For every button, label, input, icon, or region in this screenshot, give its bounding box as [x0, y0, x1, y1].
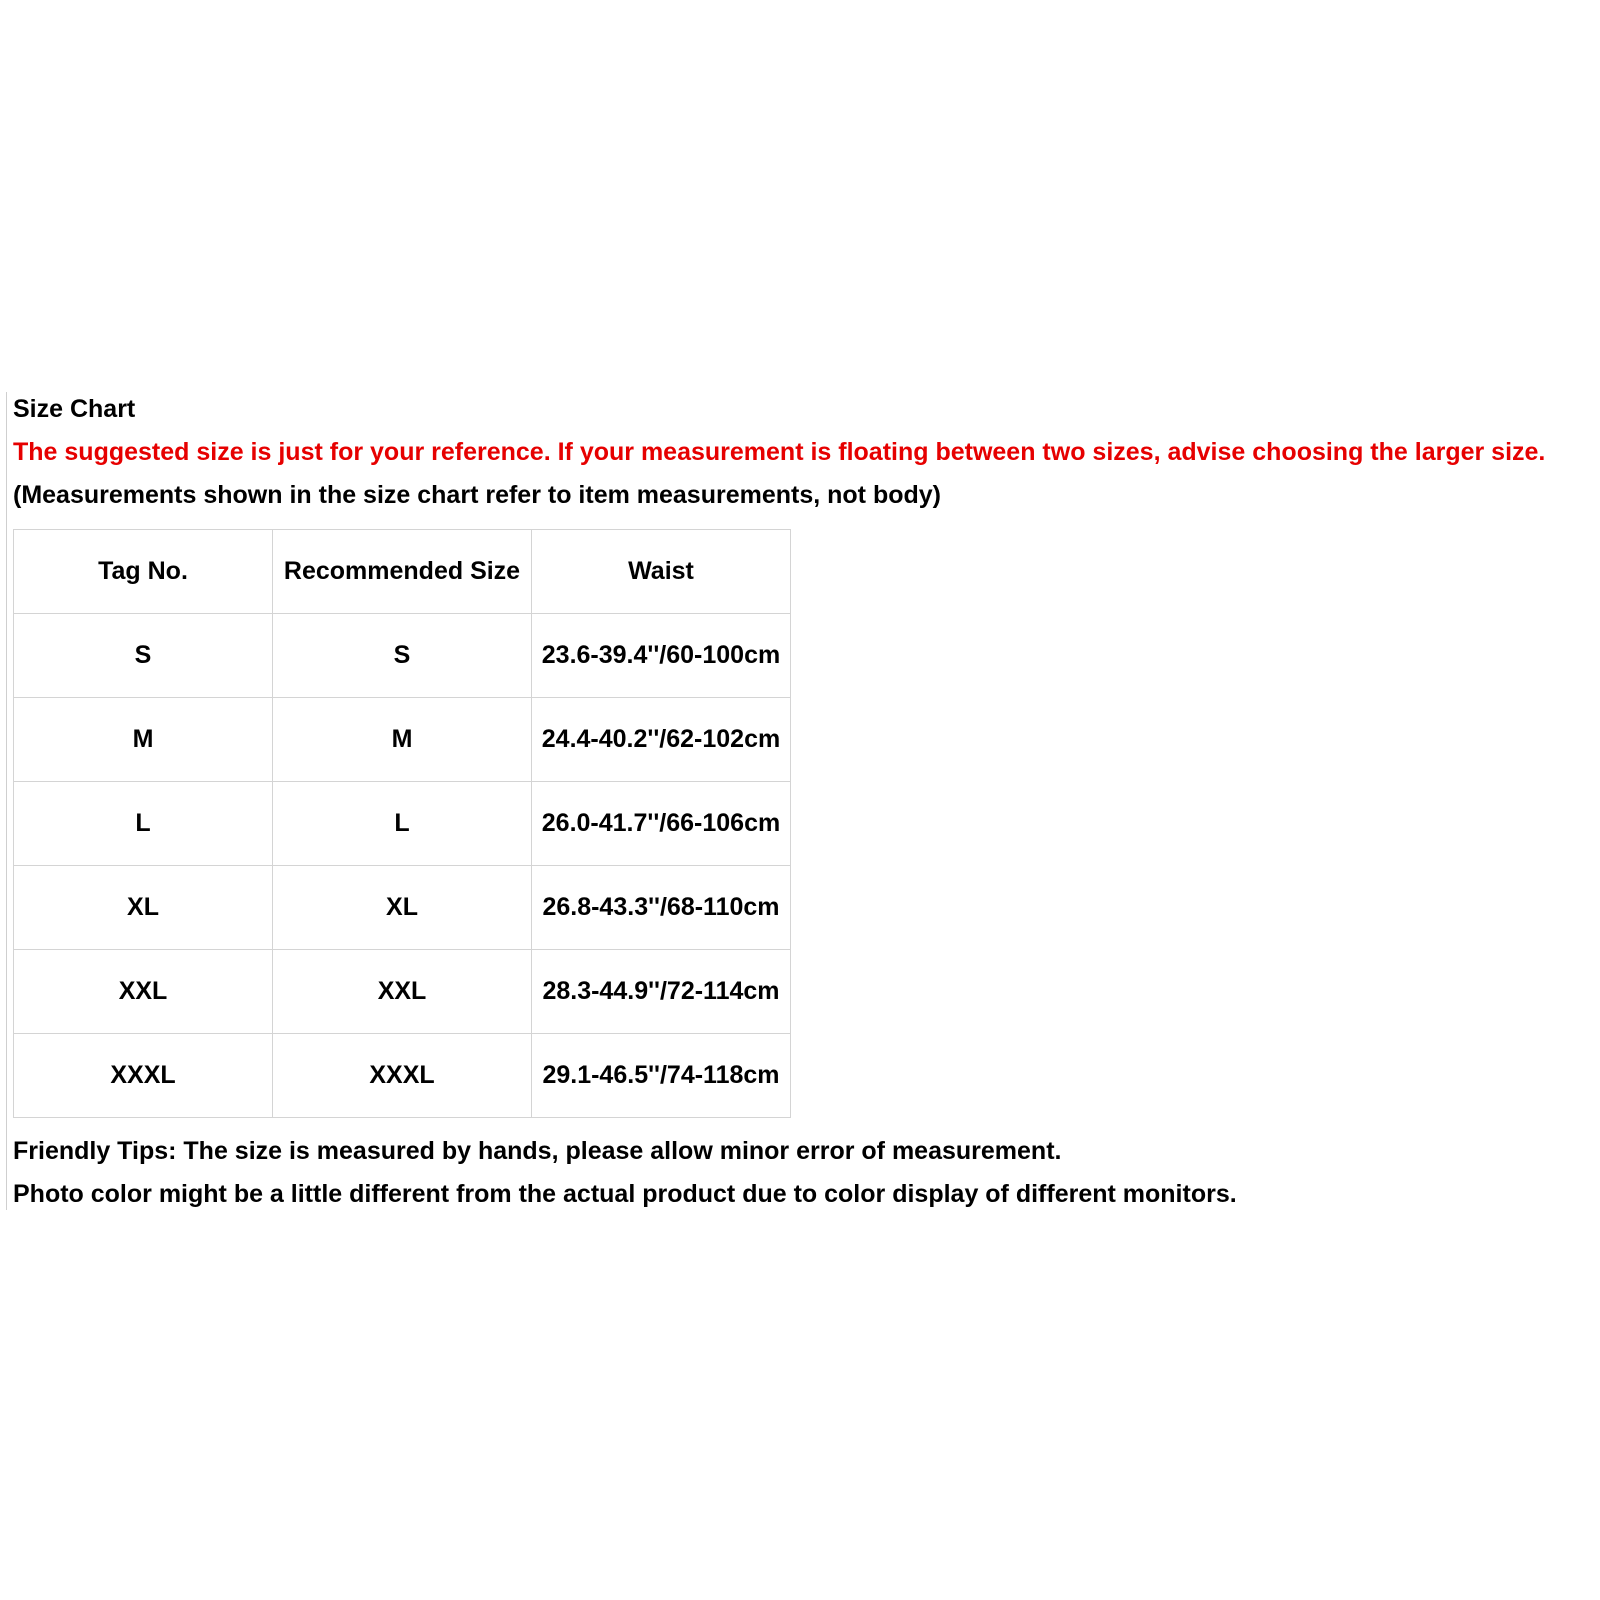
tag-cell: XXXL [14, 1034, 273, 1118]
recommended-size-cell: S [273, 614, 532, 698]
waist-cell: 28.3-44.9''/72-114cm [532, 950, 791, 1034]
photo-color-note: Photo color might be a little different from the actual product due to color display of different monitors. [13, 1180, 1237, 1208]
table-row [14, 614, 791, 698]
waist-cell: 26.8-43.3''/68-110cm [532, 866, 791, 950]
header-waist: Waist [532, 530, 791, 614]
size-chart-title: Size Chart [13, 395, 136, 423]
size-table [13, 529, 791, 1118]
waist-cell: 26.0-41.7''/66-106cm [532, 782, 791, 866]
friendly-tip-text: Friendly Tips: The size is measured by hands, please allow minor error of measurement. [13, 1137, 1062, 1165]
tag-cell: L [14, 782, 273, 866]
table-row [14, 1034, 791, 1118]
table-row [14, 782, 791, 866]
header-recommended-size: Recommended Size [273, 530, 532, 614]
table-row [14, 866, 791, 950]
header-tag-no: Tag No. [14, 530, 273, 614]
measurement-note: (Measurements shown in the size chart refer to item measurements, not body) [13, 481, 941, 509]
recommended-size-cell: XL [273, 866, 532, 950]
recommended-size-cell: XXL [273, 950, 532, 1034]
tag-cell: XL [14, 866, 273, 950]
waist-cell: 23.6-39.4''/60-100cm [532, 614, 791, 698]
table-row [14, 950, 791, 1034]
table-row [14, 698, 791, 782]
recommended-size-cell: L [273, 782, 532, 866]
tag-cell: S [14, 614, 273, 698]
size-warning-text: The suggested size is just for your reference. If your measurement is floating between two sizes, advise choosing the larger size. [13, 438, 1546, 466]
waist-cell: 29.1-46.5''/74-118cm [532, 1034, 791, 1118]
recommended-size-cell: M [273, 698, 532, 782]
table-header-row [14, 530, 791, 614]
size-chart-document [6, 392, 1597, 1210]
tag-cell: M [14, 698, 273, 782]
waist-cell: 24.4-40.2''/62-102cm [532, 698, 791, 782]
recommended-size-cell: XXXL [273, 1034, 532, 1118]
tag-cell: XXL [14, 950, 273, 1034]
